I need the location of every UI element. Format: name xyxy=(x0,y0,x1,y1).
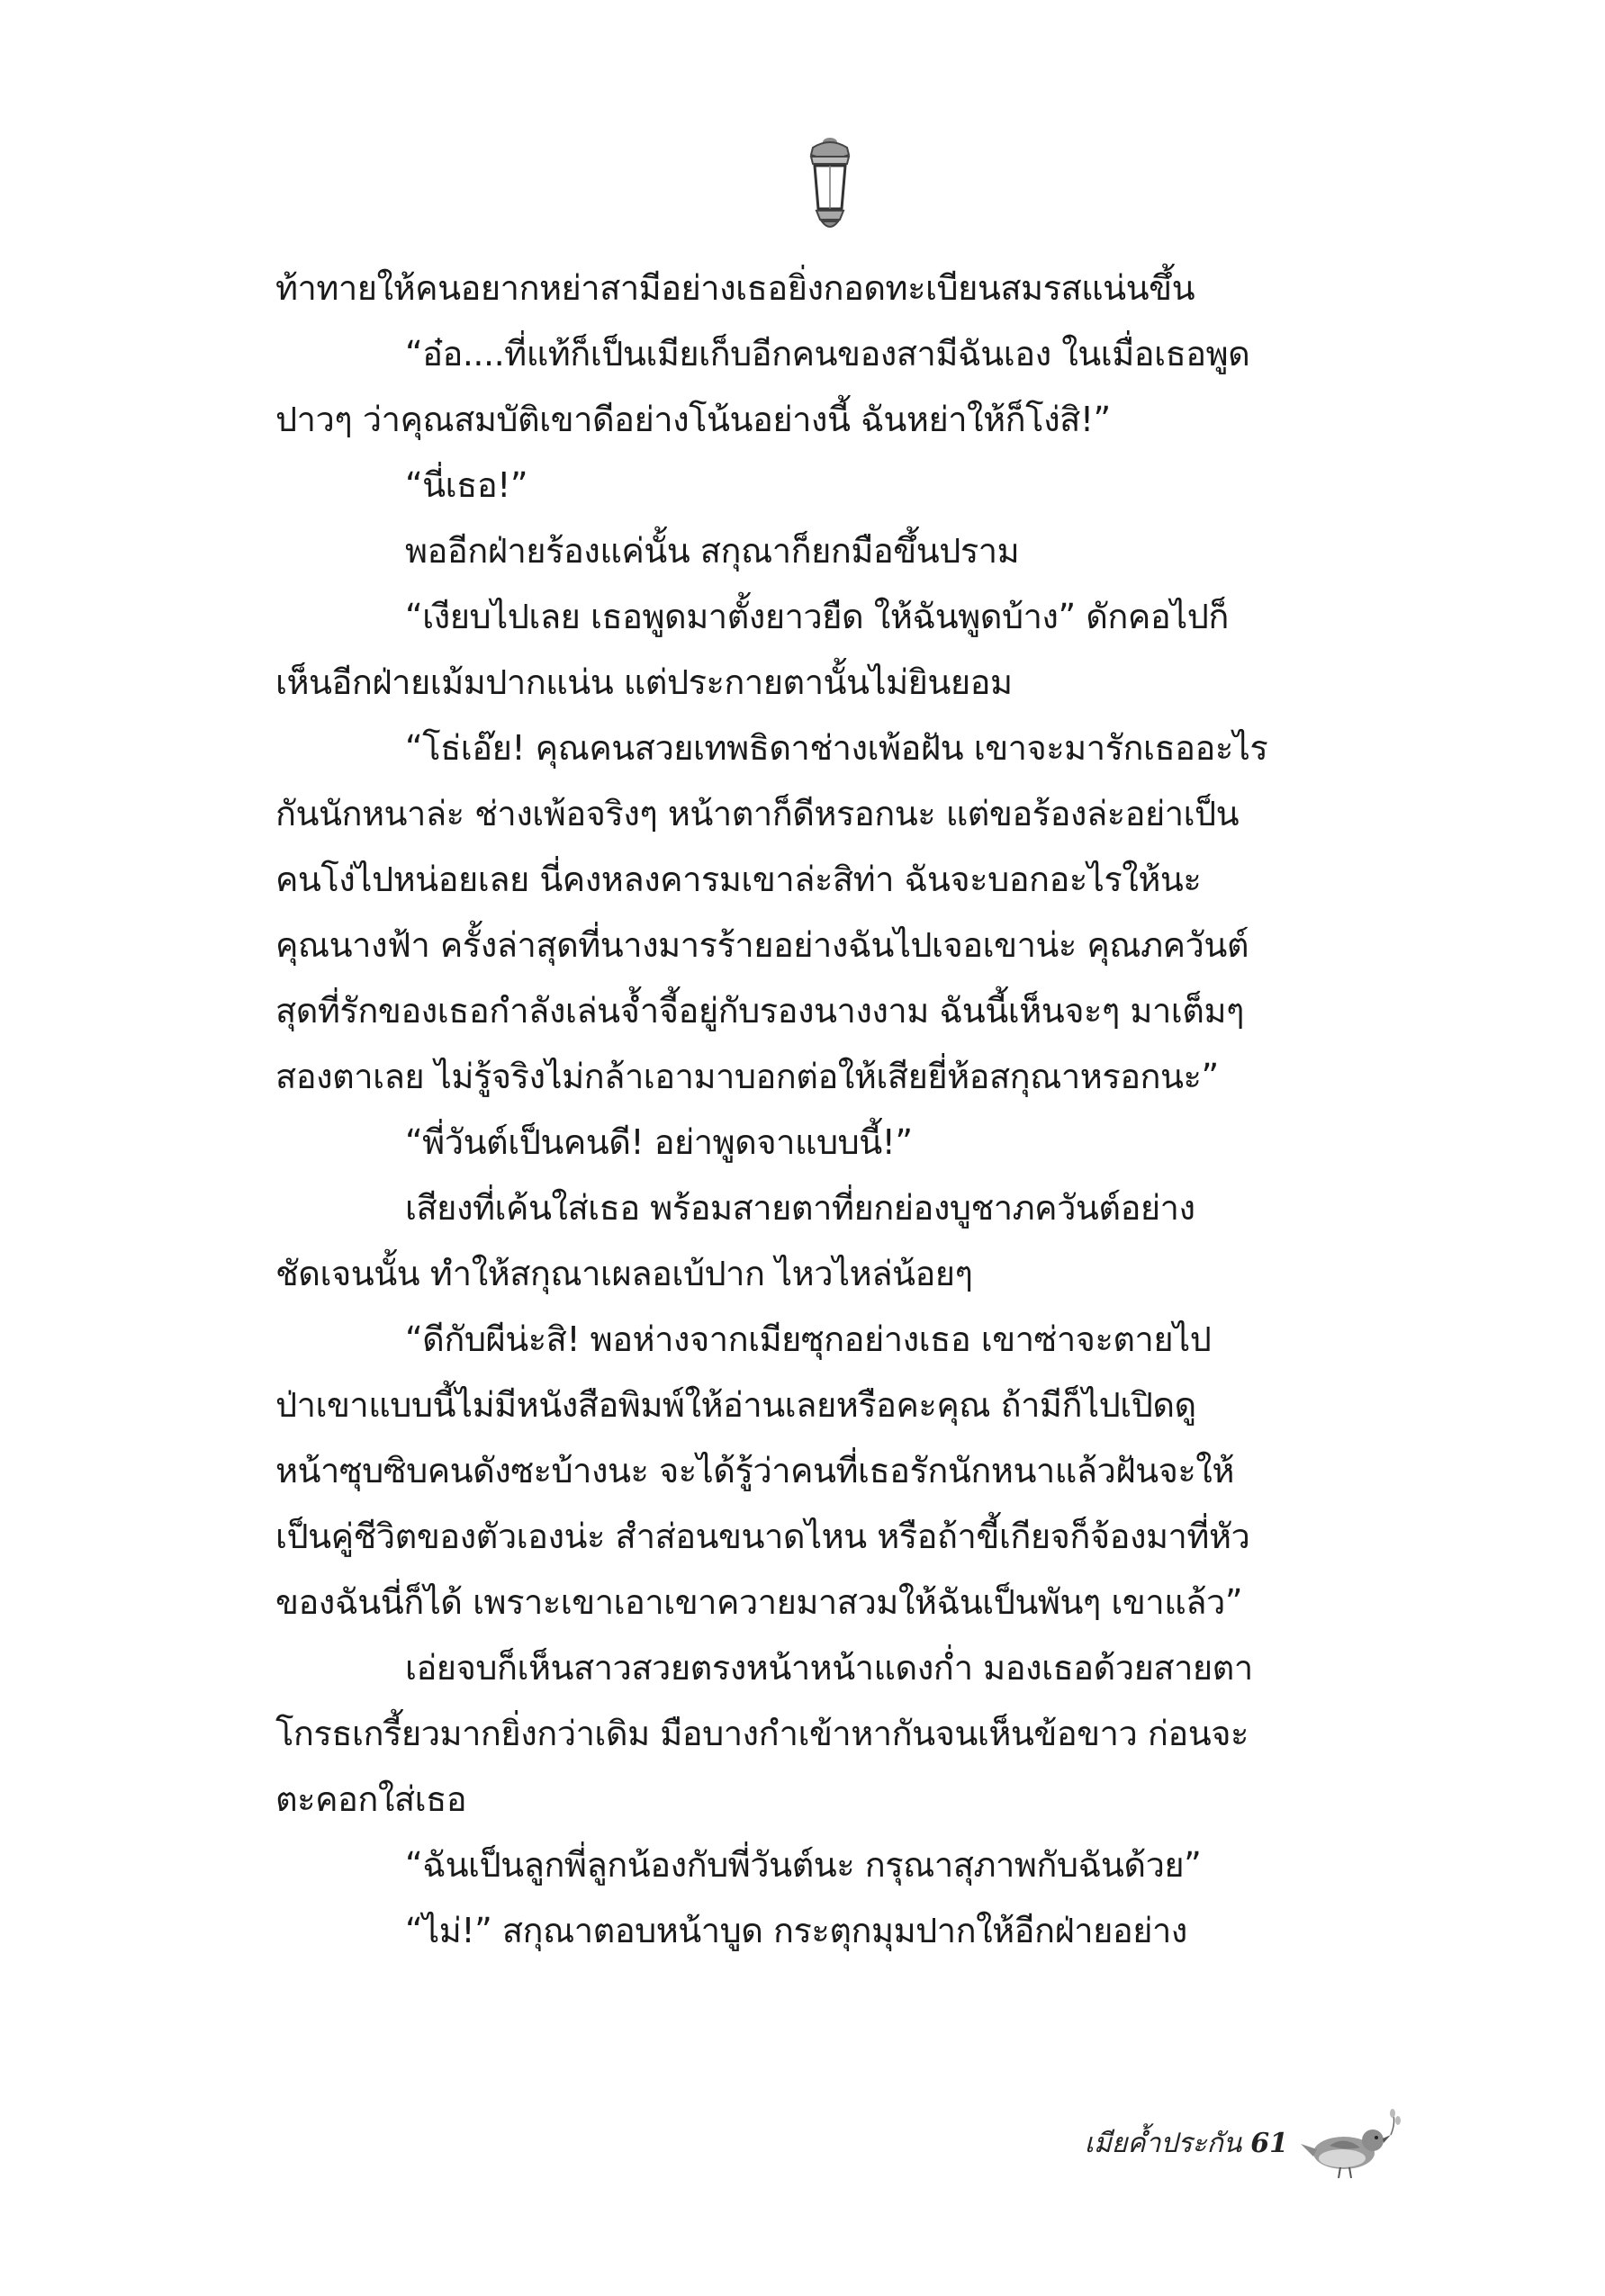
text-line: “อ๋อ....ที่แท้ก็เป็นเมียเก็บอีกคนของสามีฉันเอง ในเมื่อเธอพูด xyxy=(405,334,1250,374)
text-line: “เงียบไปเลย เธอพูดมาตั้งยาวยืด ให้ฉันพูดบ้าง” ดักคอไปก็ xyxy=(405,597,1229,636)
text-line: เอ่ยจบก็เห็นสาวสวยตรงหน้าหน้าแดงก่ำ มองเธอด้วยสายตา xyxy=(405,1648,1253,1688)
text-line: เป็นคู่ชีวิตของตัวเองน่ะ สำส่อนขนาดไหน หรือถ้าขี้เกียจก็จ้องมาที่หัว xyxy=(275,1517,1250,1556)
text-line: “ดีกับผีน่ะสิ! พอห่างจากเมียซุกอย่างเธอ เขาซ่าจะตายไป xyxy=(405,1319,1212,1359)
text-line: พออีกฝ่ายร้องแค่นั้น สกุณาก็ยกมือขึ้นปราม xyxy=(405,531,1020,571)
text-line: “นี่เธอ!” xyxy=(405,465,528,505)
body-text xyxy=(275,256,1402,1964)
text-line: ท้าทายให้คนอยากหย่าสามีอย่างเธอยิ่งกอดทะเบียนสมรสแน่นขึ้น xyxy=(275,268,1195,308)
text-line: คนโง่ไปหน่อยเลย นี่คงหลงคารมเขาล่ะสิท่า ฉันจะบอกอะไรให้นะ xyxy=(275,860,1202,899)
text-line: ปาวๆ ว่าคุณสมบัติเขาดีอย่างโน้นอย่างนี้ ฉันหย่าให้ก็โง่สิ!” xyxy=(275,400,1111,439)
book-title: เมียค้ำประกัน xyxy=(1084,2127,1242,2159)
text-line: เห็นอีกฝ่ายเม้มปากแน่น แต่ประกายตานั้นไม่ยินยอม xyxy=(275,662,1013,702)
text-line: ของฉันนี่ก็ได้ เพราะเขาเอาเขาควายมาสวมให้ฉันเป็นพันๆ เขาแล้ว” xyxy=(275,1582,1243,1622)
text-line: หน้าซุบซิบคนดังซะบ้างนะ จะได้รู้ว่าคนที่เธอรักนักหนาแล้วฝันจะให้ xyxy=(275,1451,1234,1490)
bird-icon xyxy=(1297,2102,1405,2183)
text-line: ป่าเขาแบบนี้ไม่มีหนังสือพิมพ์ให้อ่านเลยหรือคะคุณ ถ้ามีก็ไปเปิดดู xyxy=(275,1385,1196,1425)
text-line: กันนักหนาล่ะ ช่างเพ้อจริงๆ หน้าตาก็ดีหรอกนะ แต่ขอร้องล่ะอย่าเป็น xyxy=(275,794,1240,833)
text-line: “โธ่เอ๊ย! คุณคนสวยเทพธิดาช่างเพ้อฝัน เขาจะมารักเธออะไร xyxy=(405,728,1268,768)
text-line: สุดที่รักของเธอกำลังเล่นจ้ำจี้อยู่กับรองนางงาม ฉันนี้เห็นจะๆ มาเต็มๆ xyxy=(275,991,1244,1031)
text-line: ตะคอกใส่เธอ xyxy=(275,1779,467,1819)
text-line: เสียงที่เค้นใส่เธอ พร้อมสายตาที่ยกย่องบูชาภควันต์อย่าง xyxy=(405,1188,1195,1228)
text-line: “ฉันเป็นลูกพี่ลูกน้องกับพี่วันต์นะ กรุณาสุภาพกับฉันด้วย” xyxy=(405,1845,1202,1885)
text-line: สองตาเลย ไม่รู้จริงไม่กล้าเอามาบอกต่อให้เสียยี่ห้อสกุณาหรอกนะ” xyxy=(275,1057,1219,1096)
text-line: “พี่วันต์เป็นคนดี! อย่าพูดจาแบบนี้!” xyxy=(405,1122,913,1162)
text-line: “ไม่!” สกุณาตอบหน้าบูด กระตุกมุมปากให้อีกฝ่ายอย่าง xyxy=(405,1911,1187,1950)
text-line: ชัดเจนนั้น ทำให้สกุณาเผลอเบ้ปาก ไหวไหล่น้อยๆ xyxy=(275,1254,973,1293)
page-footer xyxy=(1085,2102,1405,2183)
page-number: 61 xyxy=(1250,2127,1288,2159)
text-line: คุณนางฟ้า ครั้งล่าสุดที่นางมารร้ายอย่างฉันไปเจอเขาน่ะ คุณภควันต์ xyxy=(275,925,1249,965)
text-line: โกรธเกรี้ยวมากยิ่งกว่าเดิม มือบางกำเข้าหากันจนเห็นข้อขาว ก่อนจะ xyxy=(275,1714,1249,1753)
lantern-icon xyxy=(802,135,858,234)
